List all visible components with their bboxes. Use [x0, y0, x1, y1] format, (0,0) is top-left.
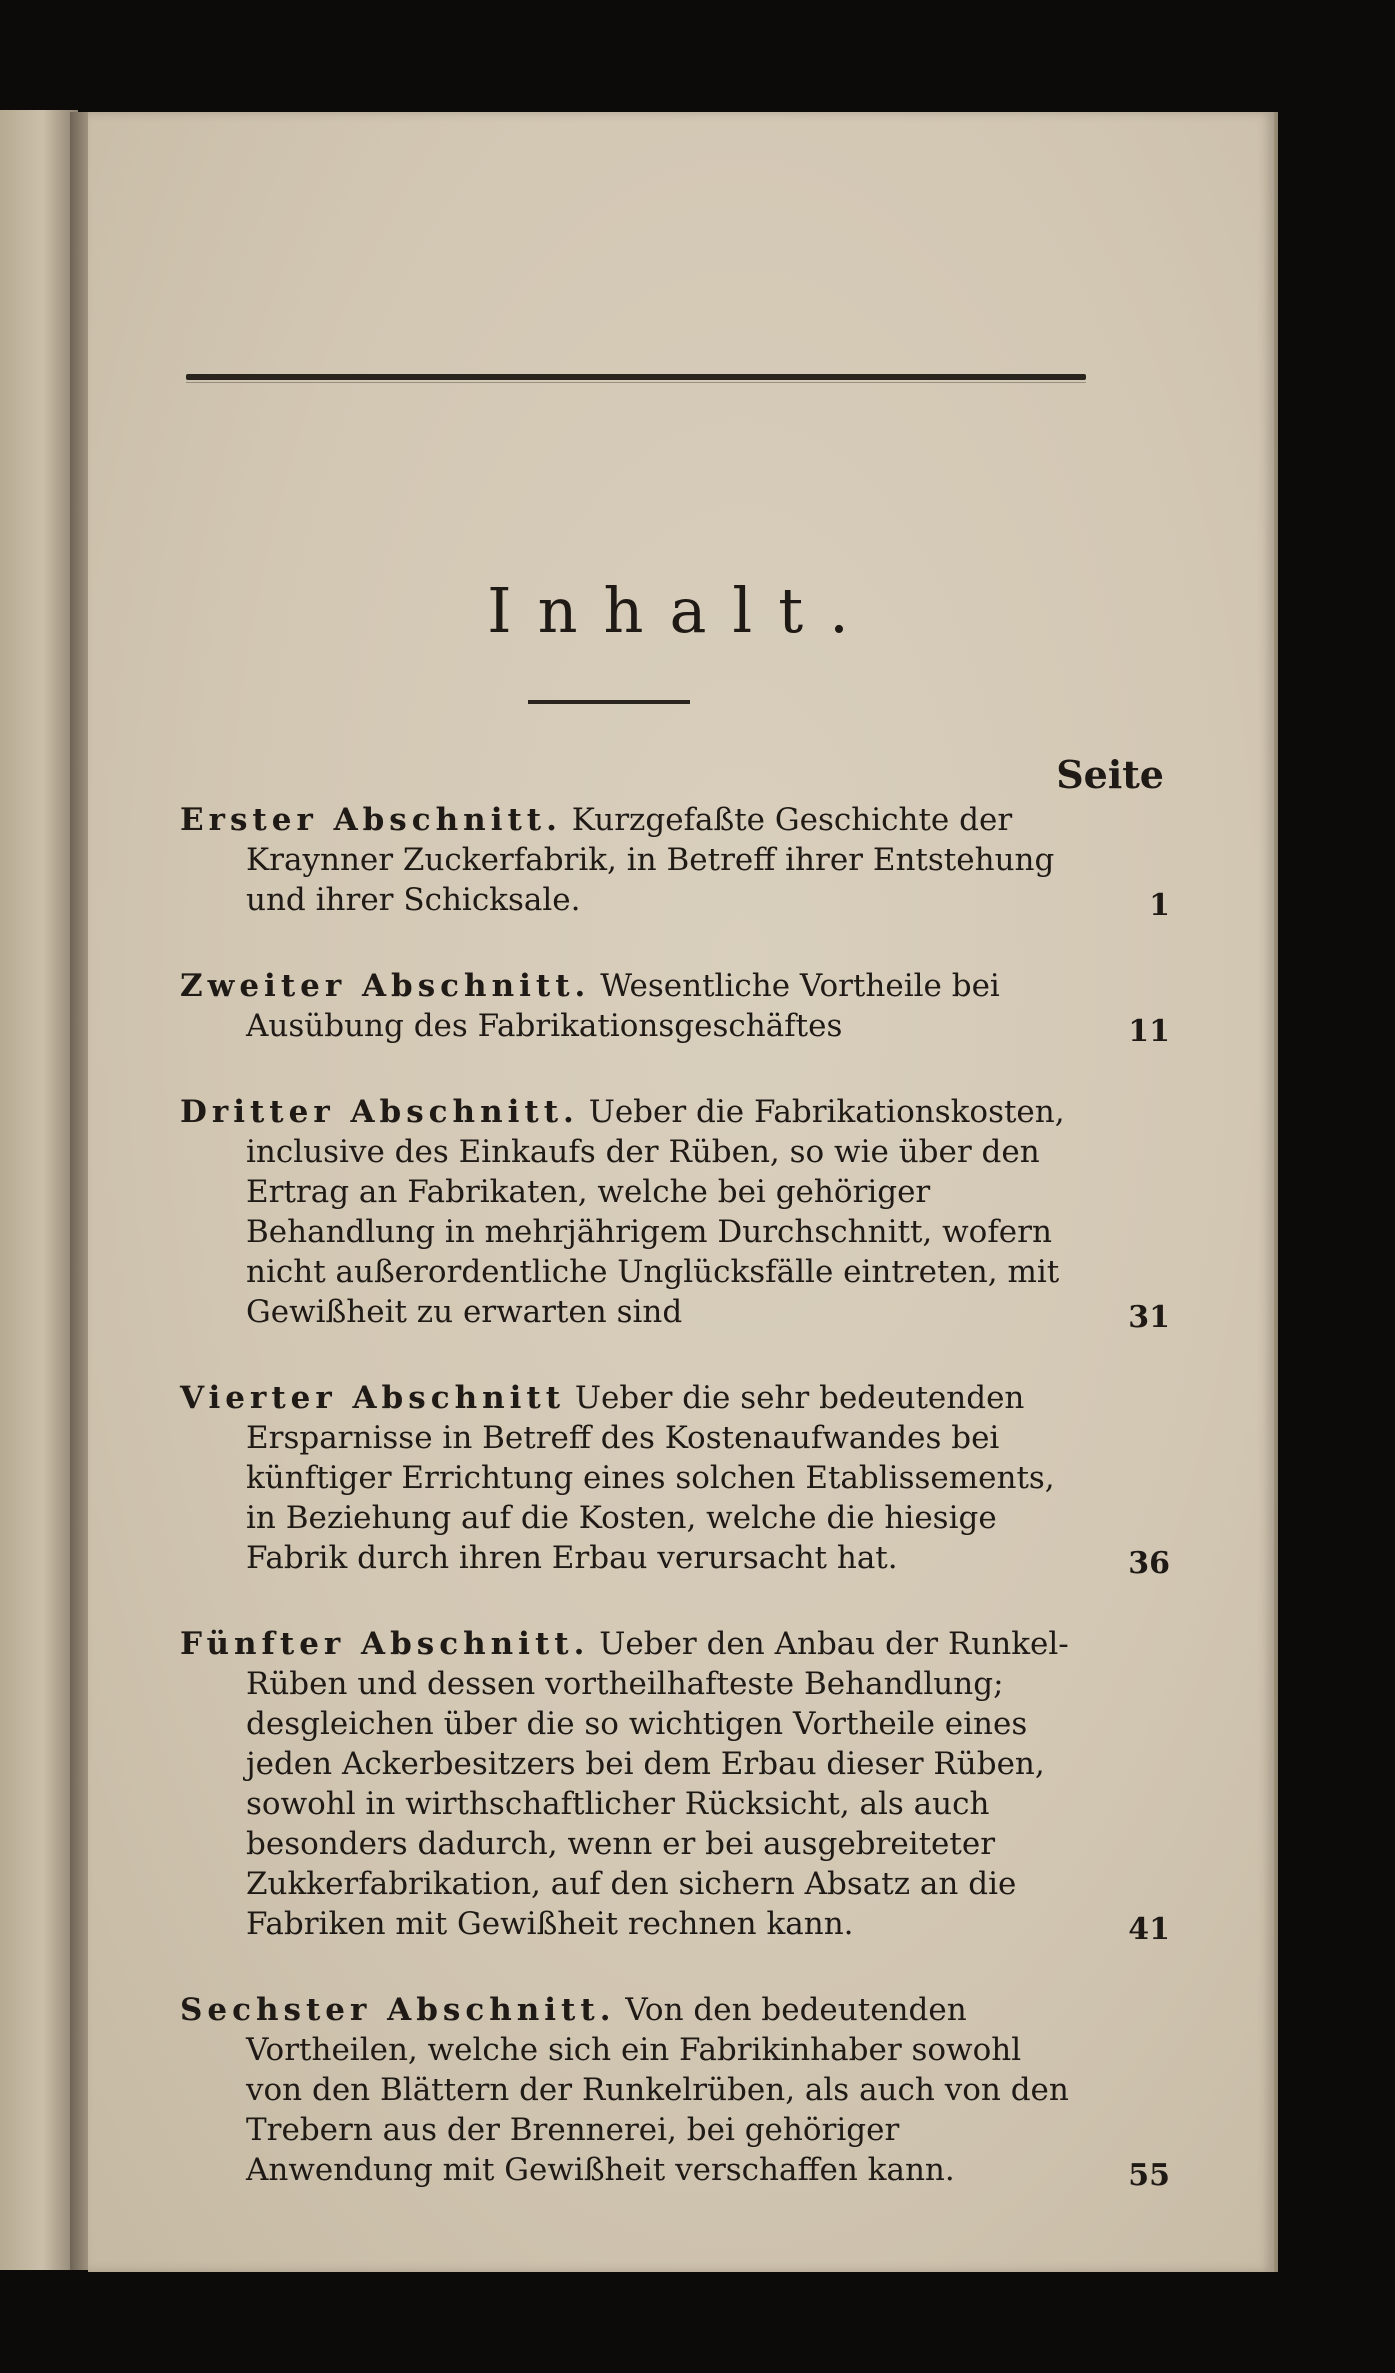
page-number: 1	[1149, 888, 1170, 923]
section-label: Vierter Abschnitt	[180, 1380, 566, 1416]
toc-entry	[180, 1378, 1170, 1581]
table-of-contents	[180, 800, 1170, 2236]
page-column-header: Seite	[1056, 752, 1164, 797]
page-number: 41	[1128, 1912, 1170, 1947]
contents-page	[88, 112, 1274, 2272]
toc-entry-text-block	[180, 966, 1080, 1046]
toc-entry	[180, 1624, 1170, 1947]
section-description: Ueber die Fabrikationskosten, inclusive des Einkaufs der Rüben, so wie über den Ertrag an Fabrikaten, welche bei gehöriger Behandlung in mehrjährigem Durchschnitt, wofern nicht außerordentliche Unglücksfälle eintreten, mit Gewißheit zu erwarten sind	[246, 1094, 1065, 1330]
section-description: Wesentliche Vortheile bei Ausübung des Fabrikationsgeschäftes	[246, 968, 1000, 1044]
page-number: 11	[1128, 1014, 1170, 1049]
header-rule	[186, 374, 1086, 380]
section-label: Zweiter Abschnitt.	[180, 968, 591, 1004]
page-number: 55	[1128, 2158, 1170, 2193]
page-title: Inhalt.	[487, 574, 875, 647]
page-number: 36	[1128, 1546, 1170, 1581]
toc-entry	[180, 800, 1170, 923]
section-description: Kurzgefaßte Geschichte der Kraynner Zuckerfabrik, in Betreff ihrer Entstehung und ihrer Schicksale.	[246, 802, 1055, 918]
toc-entry-text-block	[180, 1378, 1080, 1578]
toc-entry-text-block	[180, 1624, 1080, 1944]
section-label: Fünfter Abschnitt.	[180, 1626, 590, 1662]
section-description: Ueber den Anbau der Runkel-Rüben und dessen vortheilhafteste Behandlung; desgleichen über die so wichtigen Vortheile eines jeden Ackerbesitzers bei dem Erbau dieser Rüben, sowohl in wirthschaftlicher Rücksicht, als auch besonders dadurch, wenn er bei ausgebreiteter Zukkerfabrikation, auf den sichern Absatz an die Fabriken mit Gewißheit rechnen kann.	[246, 1626, 1069, 1942]
toc-entry-text-block	[180, 1092, 1080, 1332]
toc-entry-text-block	[180, 1990, 1080, 2190]
section-label: Sechster Abschnitt.	[180, 1992, 616, 2028]
page-number: 31	[1128, 1300, 1170, 1335]
section-description: Von den bedeutenden Vortheilen, welche sich ein Fabrikinhaber sowohl von den Blättern der Runkelrüben, als auch von den Trebern aus der Brennerei, bei gehöriger Anwendung mit Gewißheit verschaffen kann.	[246, 1992, 1069, 2188]
title-underline	[528, 700, 690, 704]
toc-entry-text-block	[180, 800, 1080, 920]
toc-entry	[180, 1092, 1170, 1335]
section-description: Ueber die sehr bedeutenden Ersparnisse in Betreff des Kostenaufwandes bei künftiger Errichtung eines solchen Etablissements, in Beziehung auf die Kosten, welche die hiesige Fabrik durch ihren Erbau verursacht hat.	[246, 1380, 1055, 1576]
toc-entry	[180, 1990, 1170, 2193]
section-label: Dritter Abschnitt.	[180, 1094, 579, 1130]
section-label: Erster Abschnitt.	[180, 802, 562, 838]
facing-page-edge	[0, 110, 78, 2270]
toc-entry	[180, 966, 1170, 1049]
